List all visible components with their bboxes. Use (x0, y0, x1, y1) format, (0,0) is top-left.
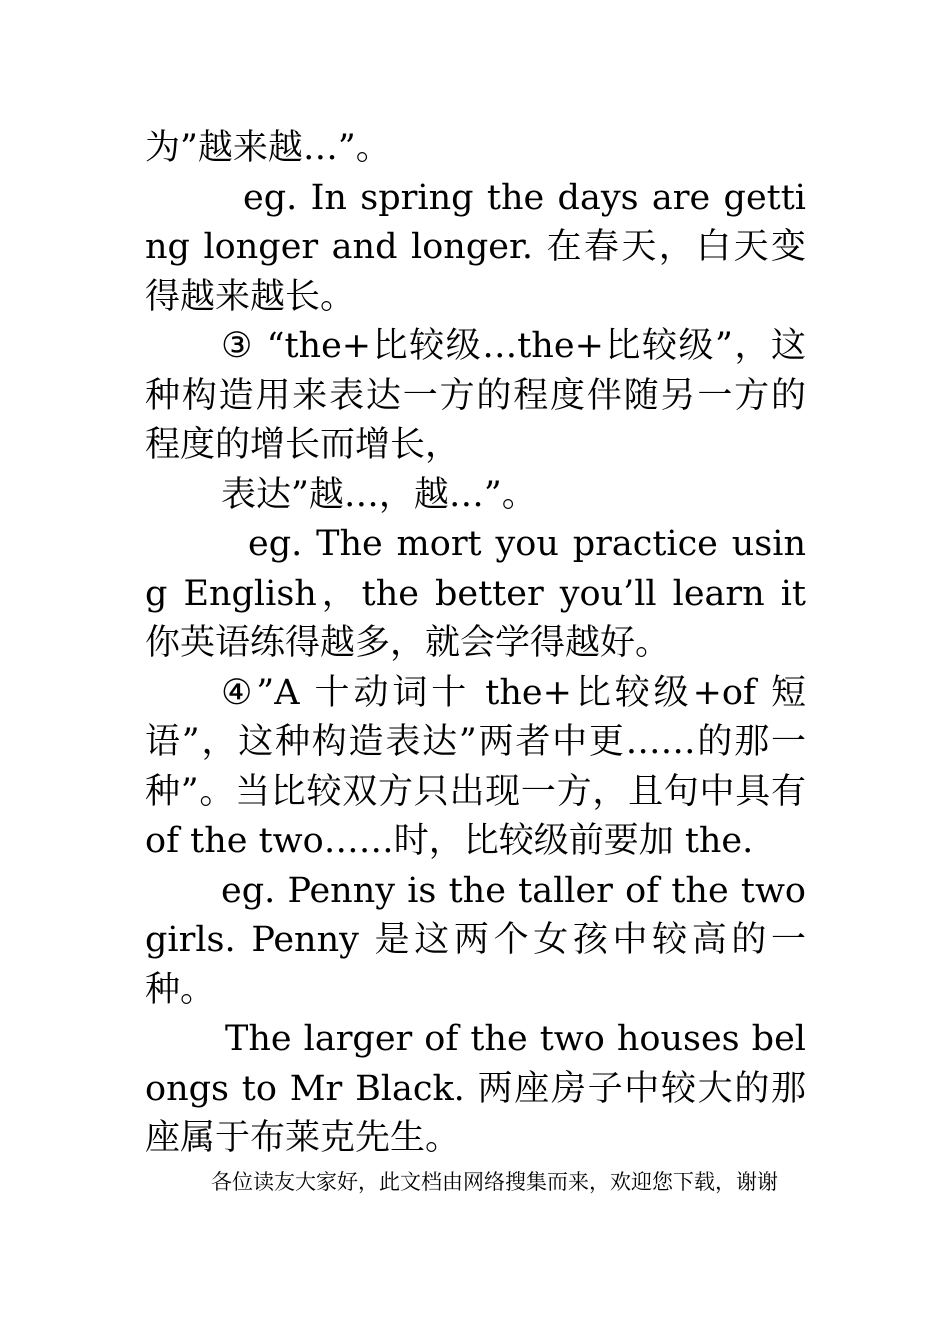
paragraph-example-spring: eg. In spring the days are getting longer and longer. 在春天，白天变得越来越长。 (145, 177, 806, 317)
document-page (145, 124, 806, 1196)
paragraph-example-penny: eg. Penny is the taller of the two girls. Penny 是这两个女孩中较高的一种。 (145, 870, 806, 1010)
paragraph-example-houses: The larger of the two houses belongs to Mr Black. 两座房子中较大的那座属于布莱克先生。 (145, 1019, 806, 1158)
paragraph-rule-3-meaning: 表达”越…，越…”。 (221, 474, 537, 515)
footer-note: 各位读友大家好，此文档由网络搜集而来，欢迎您下载，谢谢 (211, 1169, 778, 1194)
paragraph-1: 为”越来越…”。 (145, 128, 391, 168)
paragraph-example-practice: eg. The mort you practice using English，the better you’ll learn it 你英语练得越多，就会学得越好。 (145, 524, 806, 663)
paragraph-rule-3: ③ “the+比较级…the+比较级”，这种构造用来表达一方的程度伴随另一方的程度的增长而增长， (145, 326, 806, 465)
paragraph-rule-4: ④”A 十动词十 the+比较级+of 短语”，这种构造表达”两者中更……的那一种”。当比较双方只出现一方，且句中具有 of the two……时，比较级前要加 the. (145, 672, 806, 861)
